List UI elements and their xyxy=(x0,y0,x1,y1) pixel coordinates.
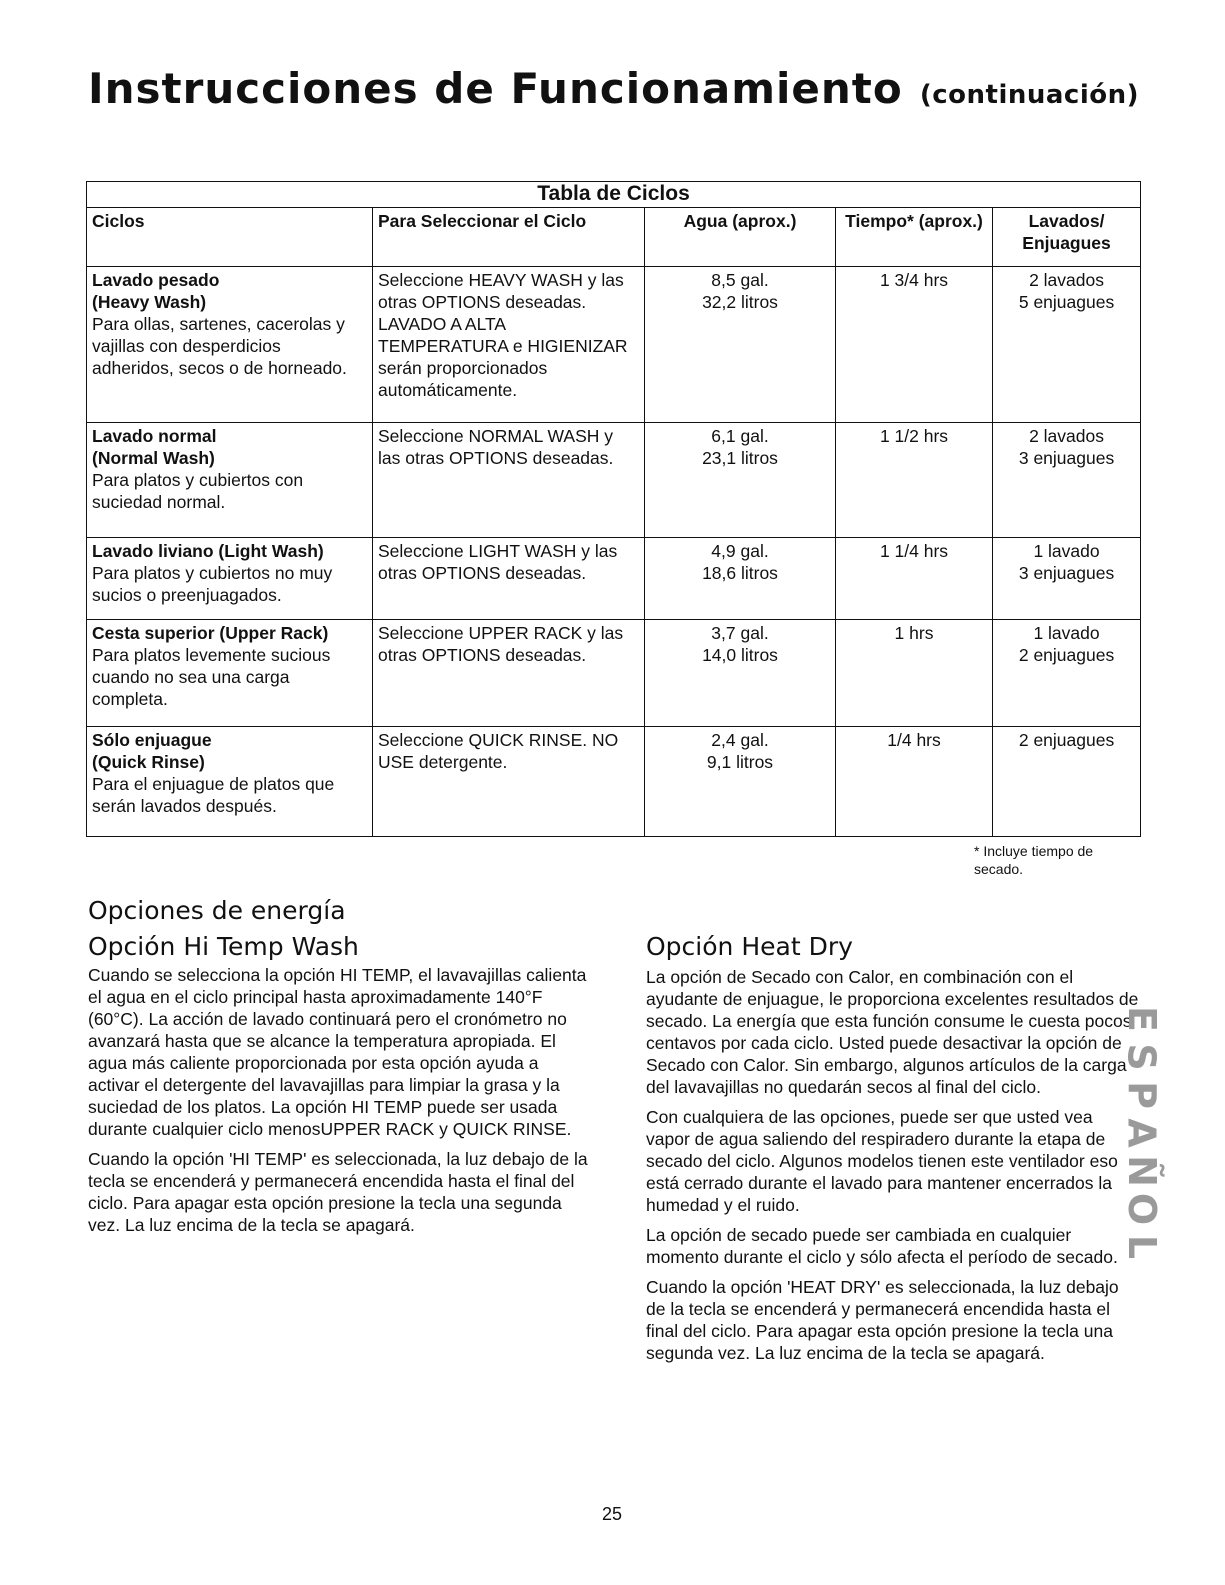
cycle-name: Lavado normal xyxy=(92,426,217,446)
time-cell: 1 1/2 hrs xyxy=(836,423,993,538)
cycle-table-caption: Tabla de Ciclos xyxy=(87,182,1141,208)
water-cell xyxy=(645,423,836,538)
time-cell: 1/4 hrs xyxy=(836,727,993,837)
select-cell: Seleccione LIGHT WASH y las otras OPTIONS deseadas. xyxy=(373,538,645,620)
header-cycles: Ciclos xyxy=(87,208,373,267)
time-cell: 1 3/4 hrs xyxy=(836,267,993,423)
heat-dry-paragraph: La opción de Secado con Calor, en combinación con el ayudante de enjuague, le proporciona excelentes resultados de secado. La energía que esta función consume le cuesta pocos centavos por cada ciclo. Usted puede desactivar la opción de Secado con Calor. Sin embargo, algunos artículos de la carga del lavavajillas no quedarán secos al final del ciclo. xyxy=(646,967,1139,1097)
select-cell: Seleccione NORMAL WASH y las otras OPTIONS deseadas. xyxy=(373,423,645,538)
rinses-count: 5 enjuagues xyxy=(1018,292,1115,312)
page-title-main: Instrucciones de Funcionamiento xyxy=(88,64,903,113)
page-title-subtitle: (continuación) xyxy=(919,80,1140,110)
cycle-table xyxy=(86,181,1141,837)
washes-cell xyxy=(993,538,1141,620)
cycle-cell xyxy=(87,727,373,837)
washes-cell xyxy=(993,423,1141,538)
side-tab-letter: Ñ xyxy=(1120,1155,1164,1187)
table-row xyxy=(87,727,1141,837)
cycle-name-english: (Quick Rinse) xyxy=(92,752,205,772)
heat-dry-paragraph: Cuando la opción 'HEAT DRY' es seleccionada, la luz debajo de la tecla se encenderá y permanecerá encendida hasta el final del ciclo. Para apagar esta opción presione la tecla una segunda vez. La luz encima de la tecla se apagará. xyxy=(646,1277,1119,1363)
heat-dry-paragraph: La opción de secado puede ser cambiada en cualquier momento durante el ciclo y sólo afecta el período de secado. xyxy=(646,1225,1118,1267)
energy-options-heading: Opciones de energía xyxy=(88,896,346,925)
header-water xyxy=(645,208,836,267)
cycle-description: Para el enjuague de platos que serán lavados después. xyxy=(92,774,335,816)
time-cell: 1 1/4 hrs xyxy=(836,538,993,620)
hi-temp-paragraph: Cuando se selecciona la opción HI TEMP, el lavavajillas calienta el agua en el ciclo principal hasta aproximadamente 140°F (60°C). La acción de lavado continuará pero el cronómetro no avanzará hasta que se alcance la temperatura apropiada. El agua más caliente proporcionada por esta opción ayuda a activar el detergente del lavavajillas para limpiar la grasa y la suciedad de los platos. La opción HI TEMP puede ser usada durante cualquier ciclo menosUPPER RACK y QUICK RINSE. xyxy=(88,965,587,1139)
cycle-name-english: (Heavy Wash) xyxy=(92,292,207,312)
cycle-name-english: (Normal Wash) xyxy=(92,448,215,468)
select-cell: Seleccione UPPER RACK y las otras OPTIONS deseadas. xyxy=(373,620,645,727)
rinses-count: 2 enjuagues xyxy=(1018,645,1115,665)
select-cell: Seleccione HEAVY WASH y las otras OPTIONS deseadas. LAVADO A ALTA TEMPERATURA e HIGIENIZAR serán proporcionados automáticamente. xyxy=(373,267,645,423)
water-gallons: 4,9 gal. xyxy=(711,541,769,561)
water-liters: 14,0 litros xyxy=(702,645,778,665)
table-row xyxy=(87,620,1141,727)
water-cell xyxy=(645,727,836,837)
washes-count: 2 lavados xyxy=(1029,270,1104,290)
header-water-approx: (aprox.) xyxy=(732,211,797,231)
cycle-cell xyxy=(87,267,373,423)
side-tab-letter: L xyxy=(1120,1234,1164,1260)
hi-temp-wash-heading: Opción Hi Temp Wash xyxy=(88,932,359,961)
cycle-cell xyxy=(87,423,373,538)
cycle-description: Para platos levemente sucious cuando no sea una carga completa. xyxy=(92,645,331,709)
water-liters: 9,1 litros xyxy=(706,752,774,772)
side-tab-letter: E xyxy=(1120,1006,1164,1032)
cycle-description: Para platos y cubiertos no muy sucios o preenjuagados. xyxy=(92,563,333,605)
select-cell: Seleccione QUICK RINSE. NO USE detergente. xyxy=(373,727,645,837)
header-select-cycle: Para Seleccionar el Ciclo xyxy=(373,208,645,267)
cycle-description: Para platos y cubiertos con suciedad normal. xyxy=(92,470,304,512)
header-washes-label: Lavados/ xyxy=(1028,211,1105,231)
table-row xyxy=(87,423,1141,538)
washes-count: 2 lavados xyxy=(1029,426,1104,446)
hi-temp-wash-body xyxy=(88,964,588,1244)
table-row xyxy=(87,267,1141,423)
espanol-side-tab xyxy=(1119,1000,1164,1260)
table-footnote: * Incluye tiempo de secado. xyxy=(974,843,1094,877)
cycle-name: Lavado liviano (Light Wash) xyxy=(92,541,324,561)
washes-cell xyxy=(993,267,1141,423)
heat-dry-paragraph: Con cualquiera de las opciones, puede ser que usted vea vapor de agua saliendo del respiradero durante la etapa de secado del ciclo. Algunos modelos tienen este ventilador eso está cerrado durante el lavado para mantener encerrados la humedad y el ruido. xyxy=(646,1107,1118,1215)
side-tab-letter: O xyxy=(1120,1192,1164,1226)
header-washes xyxy=(993,208,1141,267)
cycle-cell xyxy=(87,538,373,620)
header-time xyxy=(836,208,993,267)
rinses-count: 3 enjuagues xyxy=(1018,448,1115,468)
washes-cell xyxy=(993,727,1141,837)
washes-count: 1 lavado xyxy=(1033,541,1100,561)
water-liters: 32,2 litros xyxy=(702,292,778,312)
heat-dry-body xyxy=(646,966,1140,1372)
washes-cell xyxy=(993,620,1141,727)
page-title xyxy=(88,64,1139,113)
water-gallons: 3,7 gal. xyxy=(711,623,769,643)
washes-count: 2 enjuagues xyxy=(1018,730,1115,750)
water-gallons: 6,1 gal. xyxy=(711,426,769,446)
side-tab-letter: A xyxy=(1119,1118,1164,1148)
cycle-table-header-row xyxy=(87,208,1141,267)
cycle-name: Cesta superior (Upper Rack) xyxy=(92,623,329,643)
header-rinses-label: Enjuagues xyxy=(1022,233,1111,253)
page-number: 25 xyxy=(601,1504,623,1524)
header-water-label: Agua xyxy=(683,211,728,231)
washes-count: 1 lavado xyxy=(1033,623,1100,643)
cycle-cell xyxy=(87,620,373,727)
cycle-description: Para ollas, sartenes, cacerolas y vajillas con desperdicios adheridos, secos o de horneado. xyxy=(92,314,347,378)
water-liters: 23,1 litros xyxy=(702,448,778,468)
header-time-approx: (aprox.) xyxy=(918,211,983,231)
water-gallons: 2,4 gal. xyxy=(711,730,769,750)
header-time-label: Tiempo* xyxy=(845,211,914,231)
table-row xyxy=(87,538,1141,620)
water-cell xyxy=(645,267,836,423)
water-gallons: 8,5 gal. xyxy=(711,270,769,290)
heat-dry-heading: Opción Heat Dry xyxy=(646,932,853,961)
cycle-name: Lavado pesado xyxy=(92,270,220,290)
water-liters: 18,6 litros xyxy=(702,563,778,583)
water-cell xyxy=(645,620,836,727)
hi-temp-paragraph: Cuando la opción 'HI TEMP' es seleccionada, la luz debajo de la tecla se encenderá y permanecerá encendida hasta el final del ciclo. Para apagar esta opción presione la tecla una segunda vez. La luz encima de la tecla se apagará. xyxy=(88,1149,588,1235)
water-cell xyxy=(645,538,836,620)
side-tab-letter: S xyxy=(1120,1043,1164,1071)
side-tab-letter: P xyxy=(1119,1081,1164,1109)
time-cell: 1 hrs xyxy=(836,620,993,727)
rinses-count: 3 enjuagues xyxy=(1018,563,1115,583)
cycle-name: Sólo enjuague xyxy=(92,730,212,750)
